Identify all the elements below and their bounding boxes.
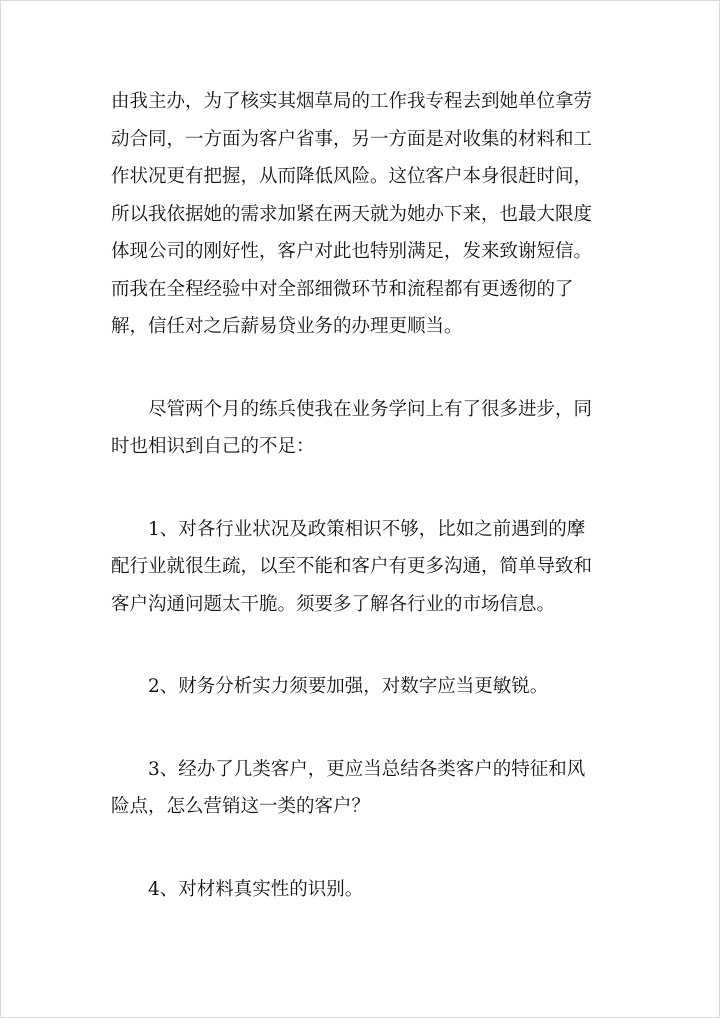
text-line: 3、经办了几类客户，更应当总结各类客户的特征和风 bbox=[148, 758, 586, 780]
text-line: 时也相识到自己的不足： bbox=[111, 436, 315, 457]
paragraph-2 bbox=[111, 391, 611, 466]
text-line: 由我主办，为了核实其烟草局的工作我专程去到她单位拿劳 bbox=[111, 91, 593, 112]
text-line: 所以我依据她的需求加紧在两天就为她办下来，也最大限度 bbox=[111, 203, 593, 225]
text-line: 尽管两个月的练兵使我在业务学问上有了很多进步，同 bbox=[148, 398, 593, 420]
text-line: 体现公司的刚好性，客户对此也特别满足，发来致谢短信。 bbox=[111, 241, 593, 262]
list-item-2 bbox=[111, 668, 611, 706]
paragraph-gap bbox=[111, 466, 611, 511]
paragraph-1 bbox=[111, 83, 611, 346]
text-line: 解，信任对之后薪易贷业务的办理更顺当。 bbox=[111, 316, 463, 337]
list-item-3 bbox=[111, 751, 611, 826]
text-line: 动合同，一方面为客户省事，另一方面是对收集的材料和工 bbox=[111, 128, 593, 150]
text-line: 配行业就很生疏，以至不能和客户有更多沟通，简单导致和 bbox=[111, 556, 593, 577]
text-line: 客户沟通问题太干脆。须要多了解各行业的市场信息。 bbox=[111, 593, 556, 615]
paragraph-gap bbox=[111, 346, 611, 391]
list-item-4 bbox=[111, 871, 611, 909]
text-line: 作状况更有把握，从而降低风险。这位客户本身很赶时间， bbox=[111, 166, 593, 187]
paragraph-gap bbox=[111, 826, 611, 871]
paragraph-gap bbox=[111, 623, 611, 668]
text-line: 1、对各行业状况及政策相识不够，比如之前遇到的摩 bbox=[148, 518, 586, 540]
text-line: 2、财务分析实力须要加强，对数字应当更敏锐。 bbox=[148, 676, 549, 697]
paragraph-gap bbox=[111, 706, 611, 751]
text-line: 险点，怎么营销这一类的客户？ bbox=[111, 796, 371, 817]
text-line: 4、对材料真实性的识别。 bbox=[148, 878, 364, 900]
text-line: 而我在全程经验中对全部细微环节和流程都有更透彻的了 bbox=[111, 278, 574, 300]
list-item-1 bbox=[111, 511, 611, 624]
document-body bbox=[111, 83, 611, 908]
